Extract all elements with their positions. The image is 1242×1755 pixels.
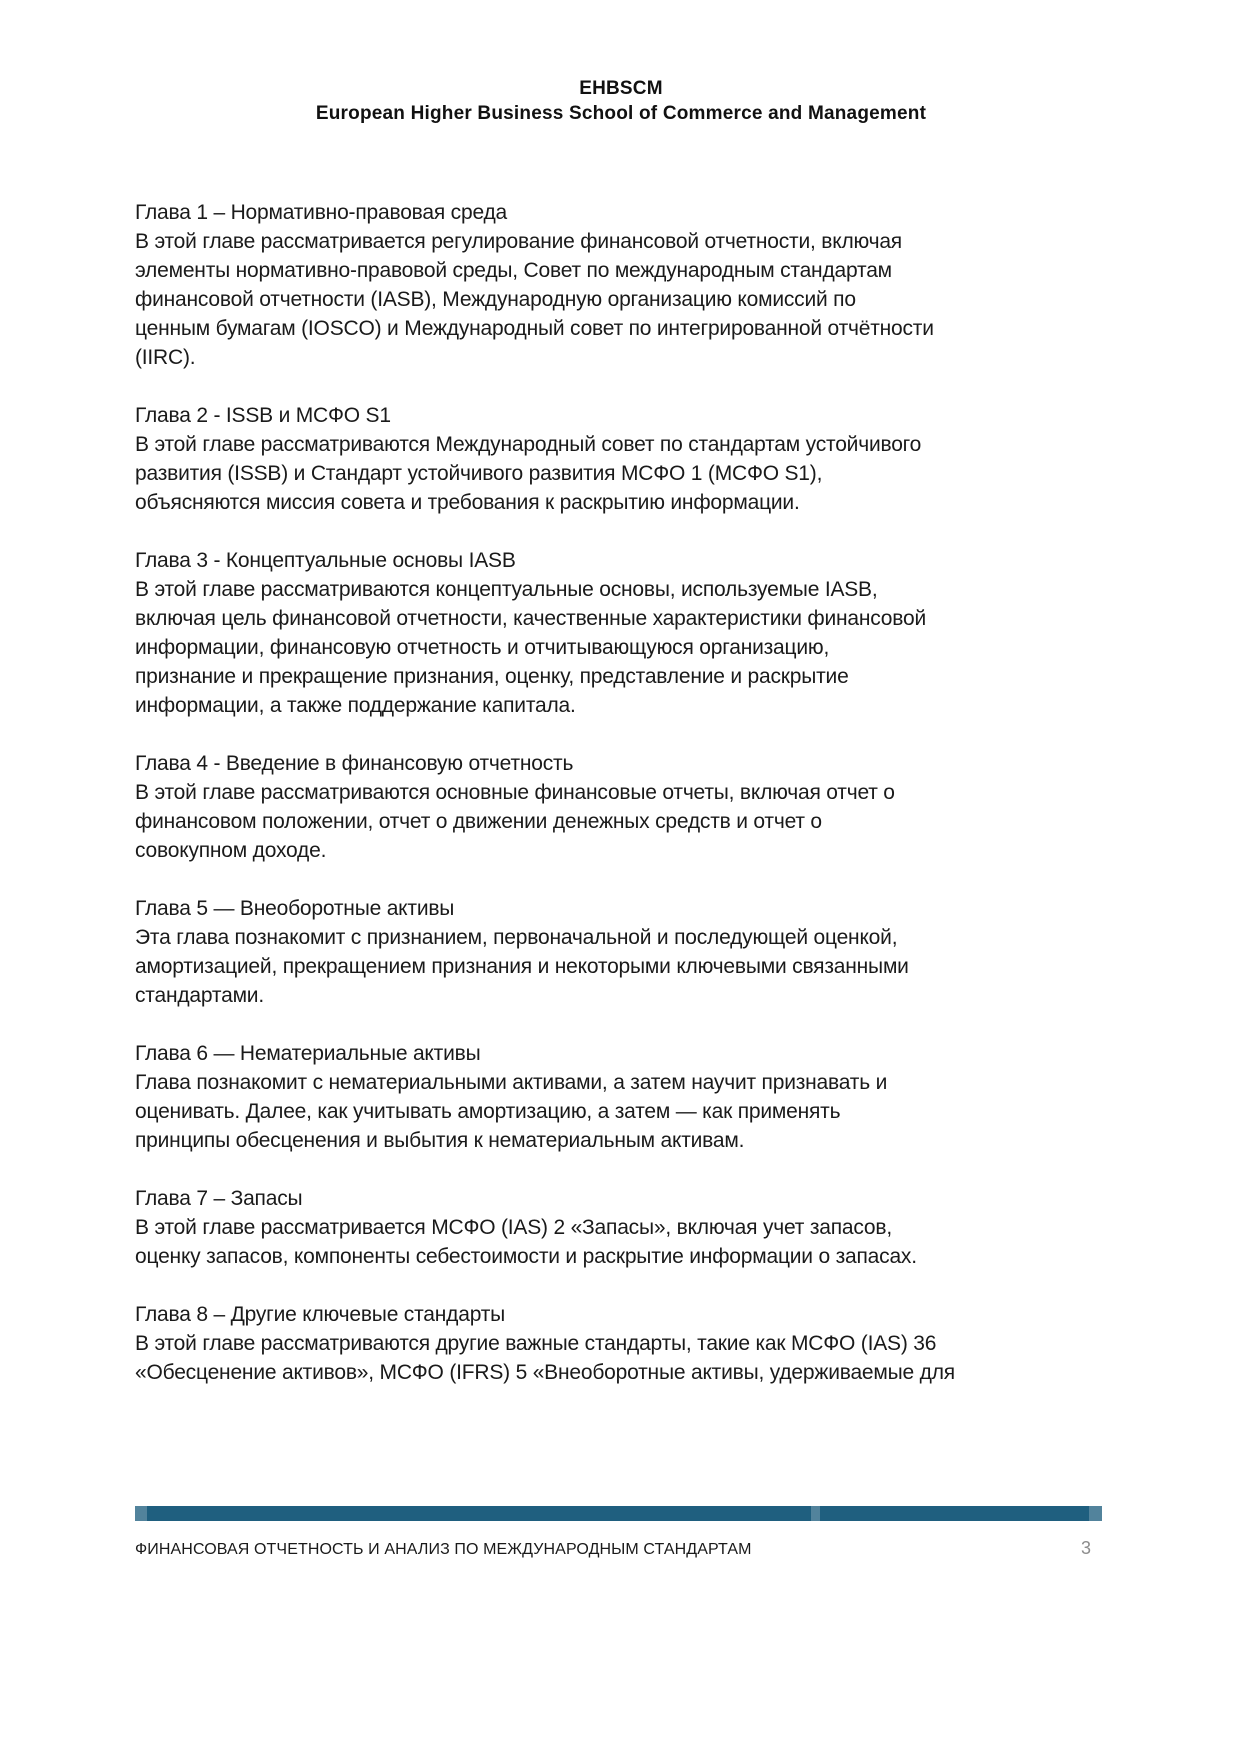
paragraph-line: объясняются миссия совета и требования к раскрытию информации. — [135, 491, 800, 514]
paragraph-line: развития (ISSB) и Стандарт устойчивого развития МСФО 1 (МСФО S1), — [135, 462, 823, 485]
paragraph-line: информации, финансовую отчетность и отчитывающуюся организацию, — [135, 636, 830, 659]
school-abbreviation: EHBSCM — [579, 78, 663, 99]
paragraph-line: совокупном доходе. — [135, 839, 327, 862]
chapter-section — [135, 1300, 1125, 1387]
chapter-section — [135, 1184, 1125, 1271]
paragraph-line: В этой главе рассматривается регулирование финансовой отчетности, включая — [135, 230, 902, 253]
chapter-heading: Глава 3 - Концептуальные основы IASB — [135, 549, 516, 572]
paragraph-line: амортизацией, прекращением признания и некоторыми ключевыми связанными — [135, 955, 909, 978]
paragraph-line: стандартами. — [135, 984, 264, 1007]
school-name: European Higher Business School of Commerce and Management — [315, 103, 927, 124]
paragraph-line: финансовой отчетности (IASB), Международную организацию комиссий по — [135, 288, 856, 311]
paragraph-line: В этой главе рассматривается МСФО (IAS) 2 «Запасы», включая учет запасов, — [135, 1216, 892, 1239]
bar-notch-right — [1089, 1506, 1102, 1521]
paragraph-line: признание и прекращение признания, оценку, представление и раскрытие — [135, 665, 849, 688]
footer-accent-bar — [135, 1506, 1102, 1521]
chapter-section — [135, 546, 1125, 720]
paragraph-line: В этой главе рассматриваются Международный совет по стандартам устойчивого — [135, 433, 922, 456]
document-footer — [135, 1538, 1091, 1559]
chapter-section — [135, 749, 1125, 865]
chapter-heading: Глава 5 — Внеоборотные активы — [135, 897, 455, 920]
paragraph-line: ценным бумагам (IOSCO) и Международный совет по интегрированной отчётности — [135, 317, 934, 340]
paragraph-line: (IIRC). — [135, 346, 196, 369]
paragraph-line: В этой главе рассматриваются другие важные стандарты, такие как МСФО (IAS) 36 — [135, 1332, 937, 1355]
chapter-section — [135, 198, 1125, 372]
chapter-heading: Глава 1 – Нормативно-правовая среда — [135, 201, 508, 224]
chapter-heading: Глава 7 – Запасы — [135, 1187, 303, 1210]
document-body — [135, 198, 1125, 1416]
chapter-section — [135, 1039, 1125, 1155]
chapter-section — [135, 894, 1125, 1010]
footer-course-title: ФИНАНСОВАЯ ОТЧЕТНОСТЬ И АНАЛИЗ ПО МЕЖДУНАРОДНЫМ СТАНДАРТАМ — [135, 1541, 752, 1558]
paragraph-line: финансовом положении, отчет о движении денежных средств и отчет о — [135, 810, 822, 833]
paragraph-line: включая цель финансовой отчетности, качественные характеристики финансовой — [135, 607, 927, 630]
bar-notch-left — [135, 1506, 147, 1521]
chapter-heading: Глава 6 — Нематериальные активы — [135, 1042, 481, 1065]
chapter-section — [135, 401, 1125, 517]
paragraph-line: оценку запасов, компоненты себестоимости и раскрытие информации о запасах. — [135, 1245, 917, 1268]
paragraph-line: Эта глава познакомит с признанием, первоначальной и последующей оценкой, — [135, 926, 898, 949]
paragraph-line: принципы обесценения и выбытия к нематериальным активам. — [135, 1129, 745, 1152]
paragraph-line: оценивать. Далее, как учитывать амортизацию, а затем — как применять — [135, 1100, 841, 1123]
page-number: 3 — [1080, 1538, 1091, 1558]
chapter-heading: Глава 2 - ISSB и МСФО S1 — [135, 404, 391, 427]
paragraph-line: элементы нормативно-правовой среды, Совет по международным стандартам — [135, 259, 892, 282]
paragraph-line: Глава познакомит с нематериальными активами, а затем научит признавать и — [135, 1071, 888, 1094]
bar-notch-middle — [811, 1506, 820, 1521]
paragraph-line: «Обесценение активов», МСФО (IFRS) 5 «Внеоборотные активы, удерживаемые для — [135, 1361, 955, 1384]
paragraph-line: В этой главе рассматриваются основные финансовые отчеты, включая отчет о — [135, 781, 895, 804]
chapter-heading: Глава 4 - Введение в финансовую отчетность — [135, 752, 574, 775]
paragraph-line: информации, а также поддержание капитала. — [135, 694, 576, 717]
document-header — [0, 76, 1242, 126]
paragraph-line: В этой главе рассматриваются концептуальные основы, используемые IASB, — [135, 578, 878, 601]
chapter-heading: Глава 8 – Другие ключевые стандарты — [135, 1303, 506, 1326]
